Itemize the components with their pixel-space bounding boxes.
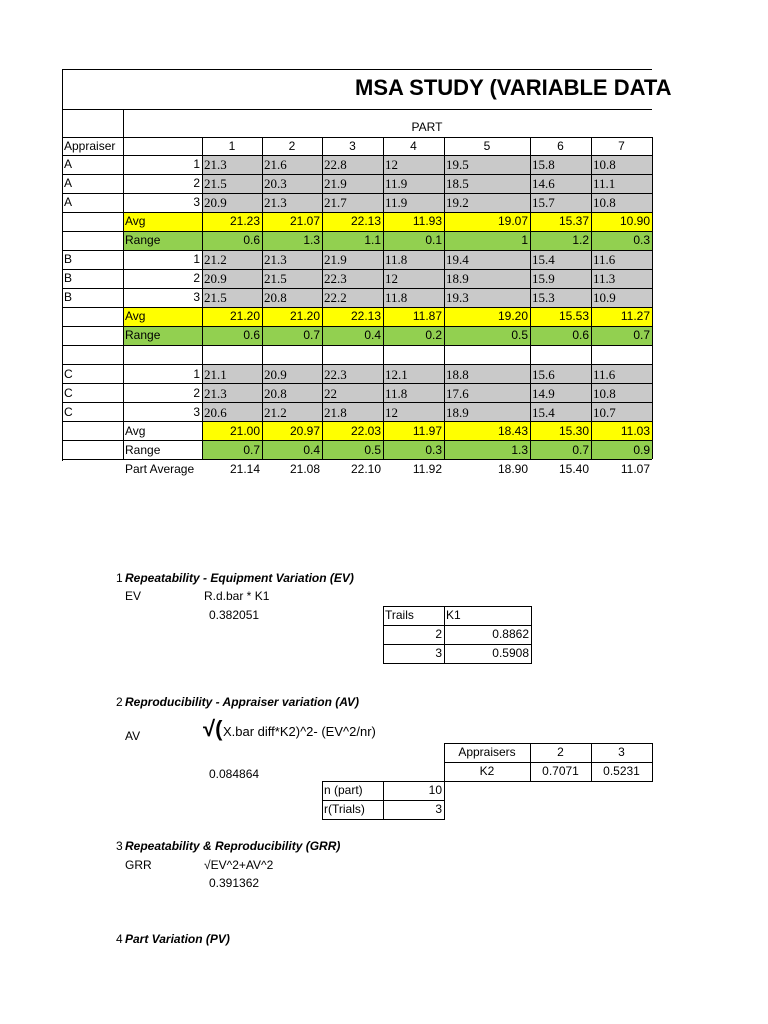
- avg-value: 22.03: [322, 422, 383, 441]
- avg-value: 21.07: [262, 212, 322, 231]
- avg-value: 20.97: [262, 422, 322, 441]
- avg-value: 18.43: [444, 422, 530, 441]
- appraiser-label: C: [64, 405, 73, 419]
- avg-value: 21.20: [262, 307, 322, 326]
- grid-row-border: [62, 364, 652, 365]
- grid-column-border: [530, 137, 531, 459]
- measurement-value: 18.9: [444, 403, 530, 422]
- grid-row-border: [62, 307, 652, 308]
- part-number-header: 4: [410, 139, 417, 153]
- part-average-value: 21.14: [229, 462, 260, 476]
- k2-column-border: [530, 743, 531, 781]
- measurement-value: 21.7: [322, 193, 383, 212]
- measurement-value: 11.1: [591, 174, 652, 193]
- avg-value: 22.13: [322, 212, 383, 231]
- measurement-value: 22.8: [322, 155, 383, 174]
- avg-value: 15.30: [530, 422, 591, 441]
- page-title: MSA STUDY (VARIABLE DATA: [355, 75, 672, 100]
- trial-number: 1: [193, 367, 200, 381]
- grid-column-border: [652, 137, 653, 459]
- measurement-value: 15.3: [530, 288, 591, 307]
- nr-label: n (part): [324, 783, 363, 797]
- measurement-value: 21.5: [202, 288, 262, 307]
- section-1-formula: R.d.bar * K1: [204, 589, 270, 603]
- part-average-value: 15.40: [558, 462, 589, 476]
- avg-value: 11.03: [591, 422, 652, 441]
- avg-value: 21.23: [202, 212, 262, 231]
- k2-value: 0.7071: [542, 764, 579, 778]
- section-2-value: 0.084864: [209, 767, 260, 781]
- measurement-value: 19.5: [444, 155, 530, 174]
- measurement-value: 12: [383, 269, 444, 288]
- k1-factor-value: 0.8862: [492, 627, 529, 641]
- measurement-value: 11.8: [383, 250, 444, 269]
- section-1-number: 1: [116, 571, 123, 585]
- avg-value: 22.13: [322, 307, 383, 326]
- part-header: PART: [411, 120, 443, 134]
- measurement-value: 21.3: [202, 155, 262, 174]
- section-4-number: 4: [116, 932, 123, 946]
- section-3-formula: √EV^2+AV^2: [204, 858, 274, 872]
- appraiser-label: A: [64, 157, 73, 171]
- range-value: 0.5: [444, 326, 530, 345]
- part-average-value: 18.90: [497, 462, 528, 476]
- measurement-value: 20.3: [262, 174, 322, 193]
- trial-number: 1: [193, 157, 200, 171]
- measurement-value: 19.2: [444, 193, 530, 212]
- part-number-header: 3: [349, 139, 356, 153]
- measurement-value: 21.5: [202, 174, 262, 193]
- section-2-abbr: AV: [125, 729, 141, 743]
- appraiser-label: A: [64, 195, 73, 209]
- measurement-value: 10.7: [591, 403, 652, 422]
- measurement-value: 11.8: [383, 384, 444, 403]
- grid-column-border: [383, 137, 384, 459]
- k1-row-border: [383, 625, 531, 626]
- measurement-value: 20.8: [262, 288, 322, 307]
- avg-value: 11.27: [591, 307, 652, 326]
- range-value: 0.7: [202, 441, 262, 460]
- trial-number: 3: [193, 290, 200, 304]
- grid-header-top-border: [123, 109, 652, 110]
- trial-number: 1: [193, 252, 200, 266]
- range-value: 1.3: [262, 231, 322, 250]
- range-value: 0.6: [202, 231, 262, 250]
- measurement-value: 12: [383, 403, 444, 422]
- grid-row-border: [62, 345, 652, 346]
- measurement-value: 15.7: [530, 193, 591, 212]
- measurement-value: 11.6: [591, 250, 652, 269]
- nr-label: r(Trials): [324, 802, 365, 816]
- avg-value: 11.87: [383, 307, 444, 326]
- measurement-value: 21.2: [202, 250, 262, 269]
- measurement-value: 22.3: [322, 269, 383, 288]
- section-1-title: Repeatability - Equipment Variation (EV): [125, 571, 354, 585]
- measurement-value: 22.3: [322, 365, 383, 384]
- range-value: 0.2: [383, 326, 444, 345]
- grid-row-border: [62, 155, 652, 156]
- avg-value: 21.20: [202, 307, 262, 326]
- measurement-value: 21.2: [262, 403, 322, 422]
- section-1-value: 0.382051: [209, 608, 260, 622]
- section-2-number: 2: [116, 695, 123, 709]
- appraiser-label: B: [64, 290, 73, 304]
- range-value: 1.2: [530, 231, 591, 250]
- measurement-value: 21.3: [262, 193, 322, 212]
- measurement-value: 15.9: [530, 269, 591, 288]
- measurement-value: 10.9: [591, 288, 652, 307]
- measurement-value: 21.1: [202, 365, 262, 384]
- grid-row-border: [62, 137, 652, 138]
- nr-column-border: [383, 781, 384, 819]
- range-value: 0.7: [262, 326, 322, 345]
- part-average-value: 11.07: [620, 462, 650, 476]
- avg-value: 11.93: [383, 212, 444, 231]
- k1-column-border: [444, 606, 445, 663]
- measurement-value: 11.6: [591, 365, 652, 384]
- measurement-value: 12: [383, 155, 444, 174]
- k2-row-border: [444, 762, 652, 763]
- measurement-value: 21.9: [322, 174, 383, 193]
- measurement-value: 11.9: [383, 174, 444, 193]
- appraiser-label: C: [64, 367, 73, 381]
- grid-row-border: [62, 288, 652, 289]
- range-value: 0.4: [262, 441, 322, 460]
- part-number-header: 1: [228, 139, 236, 153]
- range-label: Range: [123, 326, 202, 345]
- measurement-value: 21.3: [202, 384, 262, 403]
- range-value: 0.4: [322, 326, 383, 345]
- measurement-value: 12.1: [383, 365, 444, 384]
- avg-value: 10.90: [591, 212, 652, 231]
- grid-column-border: [322, 137, 323, 459]
- part-number-header: 5: [483, 139, 491, 153]
- measurement-value: 18.9: [444, 269, 530, 288]
- measurement-value: 20.9: [202, 269, 262, 288]
- grid-row-border: [62, 250, 652, 251]
- sqrt-symbol: √(: [203, 716, 223, 741]
- avg-value: 15.37: [530, 212, 591, 231]
- measurement-value: 20.8: [262, 384, 322, 403]
- avg-label: Avg: [123, 212, 202, 231]
- section-3-number: 3: [116, 839, 123, 853]
- section-2-title: Reproducibility - Appraiser variation (AV): [125, 695, 360, 709]
- trial-number: 3: [193, 195, 200, 209]
- grid-row-border: [62, 421, 652, 422]
- grid-row-border: [62, 193, 652, 194]
- measurement-value: 20.9: [262, 365, 322, 384]
- measurement-value: 22.2: [322, 288, 383, 307]
- measurement-value: 20.9: [202, 193, 262, 212]
- trial-number: 2: [193, 386, 200, 400]
- measurement-value: 11.3: [591, 269, 652, 288]
- range-value: 0.7: [530, 441, 591, 460]
- measurement-value: 21.6: [262, 155, 322, 174]
- grid-row-border: [62, 212, 652, 213]
- section-1-abbr: EV: [125, 589, 142, 603]
- trial-number: 2: [193, 271, 200, 285]
- part-average-value: 21.08: [289, 462, 320, 476]
- section-3-title: Repeatability & Reproducibility (GRR): [125, 839, 341, 853]
- section-3-abbr: GRR: [125, 858, 152, 872]
- measurement-value: 21.3: [262, 250, 322, 269]
- k1-table-border: [383, 606, 532, 664]
- avg-value: 15.53: [530, 307, 591, 326]
- section-3-value: 0.391362: [209, 876, 260, 890]
- avg-value: 19.20: [444, 307, 530, 326]
- range-value: 1.1: [322, 231, 383, 250]
- appraiser-label: B: [64, 252, 73, 266]
- k2-column-border: [591, 743, 592, 781]
- part-number-header: 7: [618, 139, 625, 153]
- appraiser-header: Appraiser: [64, 139, 116, 153]
- grid-column-border: [62, 109, 63, 459]
- measurement-value: 14.6: [530, 174, 591, 193]
- part-number-header: 6: [557, 139, 564, 153]
- measurement-value: 22: [322, 384, 383, 403]
- trial-number: 3: [193, 405, 200, 419]
- k2-header: Appraisers: [458, 745, 516, 759]
- avg-value: 19.07: [444, 212, 530, 231]
- measurement-value: 15.4: [530, 250, 591, 269]
- range-label: Range: [125, 443, 161, 457]
- k1-header-k1: K1: [446, 608, 461, 622]
- range-value: 0.9: [591, 441, 652, 460]
- k2-header: 2: [557, 745, 564, 759]
- nr-value: 10: [428, 783, 442, 797]
- part-average-label: Part Average: [125, 462, 195, 476]
- grid-column-border: [444, 137, 445, 459]
- appraiser-label: B: [64, 271, 73, 285]
- grid-column-border: [202, 137, 203, 459]
- measurement-value: 17.6: [444, 384, 530, 403]
- grid-row-border: [62, 174, 652, 175]
- section-4-title: Part Variation (PV): [125, 932, 230, 946]
- grid-column-border: [591, 137, 592, 459]
- k1-trials-value: 2: [435, 627, 442, 641]
- measurement-value: 21.9: [322, 250, 383, 269]
- part-average-value: 22.10: [350, 462, 381, 476]
- k2-value: K2: [479, 764, 495, 778]
- measurement-value: 11.8: [383, 288, 444, 307]
- k2-value: 0.5231: [603, 764, 640, 778]
- measurement-value: 11.9: [383, 193, 444, 212]
- grid-row-border: [62, 231, 652, 232]
- range-value: 0.5: [322, 441, 383, 460]
- measurement-value: 18.8: [444, 365, 530, 384]
- range-label: Range: [123, 231, 202, 250]
- avg-value: 21.00: [202, 422, 262, 441]
- measurement-value: 20.6: [202, 403, 262, 422]
- measurement-value: 14.9: [530, 384, 591, 403]
- appraiser-label: A: [64, 176, 73, 190]
- measurement-value: 10.8: [591, 384, 652, 403]
- range-value: 0.3: [591, 231, 652, 250]
- range-value: 0.7: [591, 326, 652, 345]
- measurement-value: 15.6: [530, 365, 591, 384]
- title-box-top-border: [62, 69, 652, 70]
- appraiser-label: C: [64, 386, 73, 400]
- grid-row-border: [62, 326, 652, 327]
- range-value: 1: [444, 231, 530, 250]
- avg-value: 11.97: [383, 422, 444, 441]
- measurement-value: 18.5: [444, 174, 530, 193]
- measurement-value: 15.4: [530, 403, 591, 422]
- nr-value: 3: [435, 802, 442, 816]
- k1-header-trails: Trails: [385, 608, 414, 622]
- measurement-value: 15.8: [530, 155, 591, 174]
- k1-factor-value: 0.5908: [492, 646, 529, 660]
- part-average-value: 11.92: [412, 462, 442, 476]
- grid-column-border: [262, 137, 263, 459]
- grid-row-border: [62, 402, 652, 403]
- k1-trials-value: 3: [435, 646, 442, 660]
- range-value: 0.3: [383, 441, 444, 460]
- section-2-formula: X.bar diff*K2)^2- (EV^2/nr): [223, 724, 376, 739]
- measurement-value: 21.5: [262, 269, 322, 288]
- grid-row-border: [62, 459, 652, 460]
- measurement-value: 19.3: [444, 288, 530, 307]
- grid-column-border: [123, 109, 124, 459]
- measurement-value: 10.8: [591, 193, 652, 212]
- avg-label: Avg: [125, 424, 146, 438]
- avg-label: Avg: [123, 307, 202, 326]
- measurement-value: 21.8: [322, 403, 383, 422]
- part-number-header: 2: [288, 139, 296, 153]
- k1-row-border: [383, 644, 531, 645]
- range-value: 0.6: [530, 326, 591, 345]
- grid-row-border: [62, 383, 652, 384]
- grid-row-border: [62, 440, 652, 441]
- range-value: 1.3: [444, 441, 530, 460]
- measurement-value: 19.4: [444, 250, 530, 269]
- k2-header: 3: [618, 745, 625, 759]
- range-value: 0.6: [202, 326, 262, 345]
- measurement-value: 10.8: [591, 155, 652, 174]
- grid-row-border: [62, 269, 652, 270]
- range-value: 0.1: [383, 231, 444, 250]
- trial-number: 2: [193, 176, 200, 190]
